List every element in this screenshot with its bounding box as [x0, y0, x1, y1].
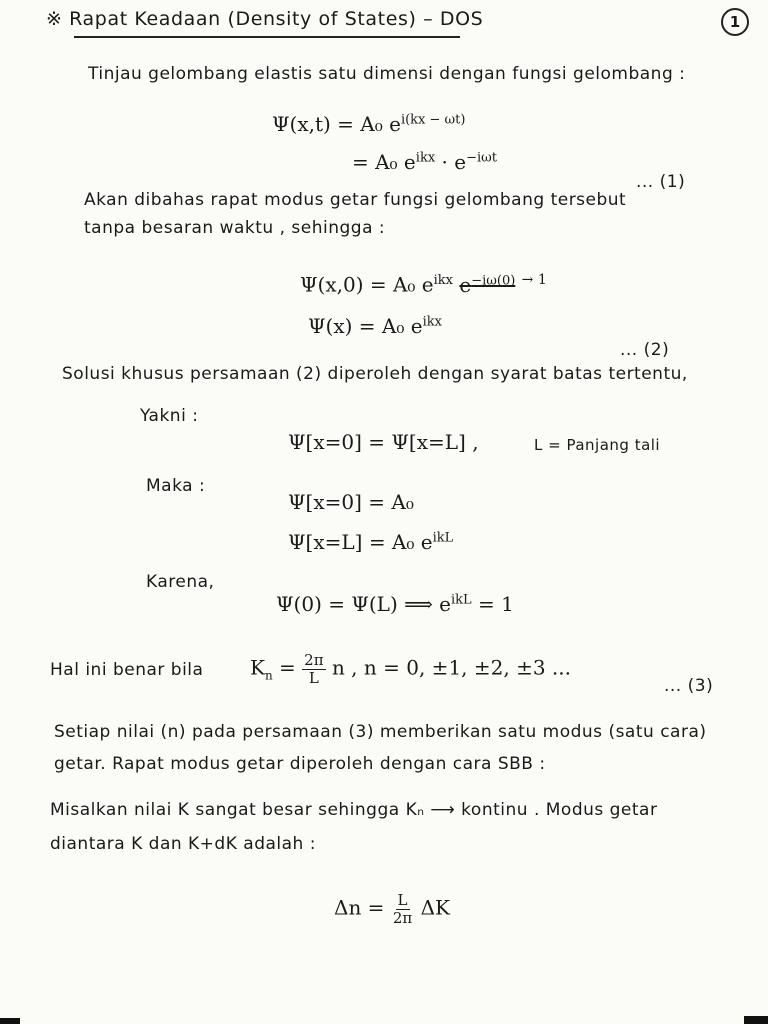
eq2a-struck-term: [459, 273, 515, 297]
equation-4a: Ψ[x=0] = A₀: [288, 490, 414, 514]
equation-2a: [300, 272, 547, 297]
eq6-denominator: L: [308, 668, 319, 687]
eq2b-main: Ψ(x) = A₀ e: [308, 314, 423, 338]
paragraph-4-line-1: Setiap nilai (n) pada persamaan (3) memberikan satu modus (satu cara): [54, 722, 707, 742]
eq1b-dot: · e: [441, 150, 467, 174]
paragraph-5-line-2: diantara K dan K+dK adalah :: [50, 834, 316, 854]
equation-1b: [352, 150, 497, 174]
scan-edge-shadow-right: [744, 1016, 768, 1024]
equation-1a: [272, 112, 465, 136]
equation-ref-1: ... (1): [636, 172, 686, 192]
eq6-k: K: [250, 655, 265, 680]
eq1a-main: Ψ(x,t) = A₀ e: [272, 112, 401, 136]
paragraph-2-line-2: tanpa besaran waktu , sehingga :: [84, 218, 386, 238]
eq7-left: Δn =: [334, 895, 385, 920]
eq4b-main: Ψ[x=L] = A₀ e: [288, 530, 433, 554]
eq5-exponent: ikL: [451, 592, 472, 608]
maka-label: Maka :: [146, 476, 206, 496]
intro-text: Tinjau gelombang elastis satu dimensi dengan fungsi gelombang :: [88, 64, 686, 84]
eq5-end: = 1: [478, 592, 514, 616]
eq1a-exponent: i(kx − ωt): [400, 112, 466, 128]
paragraph-4-line-2: getar. Rapat modus getar diperoleh dengan cara SBB :: [54, 754, 546, 774]
hal-ini-text: Hal ini benar bila: [50, 660, 204, 680]
eq2a-arrow-to-one: → 1: [521, 272, 547, 288]
equation-6: [250, 652, 571, 686]
eq7-denominator: 2π: [392, 908, 413, 927]
paragraph-5-line-1: Misalkan nilai K sangat besar sehingga Kₙ ⟶ kontinu . Modus getar: [50, 800, 658, 820]
eq1b-exponent-2: −iωt: [466, 150, 497, 166]
paragraph-3-line-2: Yakni :: [140, 406, 199, 426]
equation-3-note: L = Panjang tali: [534, 436, 661, 454]
eq4b-exponent: ikL: [432, 530, 454, 546]
eq6-rest: n , n = 0, ±1, ±2, ±3 ...: [331, 655, 571, 680]
eq6-equals: =: [279, 655, 296, 680]
eq2b-exponent: ikx: [422, 314, 442, 330]
eq6-subscript: n: [264, 668, 273, 683]
eq6-fraction: [302, 652, 325, 686]
eq2a-struck-exponent: −iω(0): [471, 273, 516, 288]
eq2a-main: Ψ(x,0) = A₀ e: [300, 272, 434, 297]
eq5-main: Ψ(0) = Ψ(L) ⟹ e: [276, 592, 451, 616]
eq1b-exponent-1: ikx: [415, 150, 436, 166]
eq1b-main: = A₀ e: [352, 150, 416, 174]
equation-ref-3: ... (3): [664, 676, 714, 696]
eq7-fraction: [391, 892, 414, 926]
eq6-numerator: 2π: [304, 651, 324, 669]
page-number-badge: [721, 8, 749, 36]
eq7-numerator: L: [397, 891, 408, 909]
page-title: ※ Rapat Keadaan (Density of States) – DOS: [46, 8, 484, 30]
eq2a-exponent: ikx: [433, 273, 454, 288]
title-underline: [74, 36, 460, 38]
page-number: 1: [729, 13, 741, 31]
equation-4b: [288, 530, 453, 554]
paragraph-2-line-1: Akan dibahas rapat modus getar fungsi gelombang tersebut: [84, 190, 627, 210]
equation-3: Ψ[x=0] = Ψ[x=L] ,: [288, 430, 479, 454]
eq2a-struck-base: e: [459, 272, 472, 297]
equation-7: [334, 892, 450, 926]
equation-5: [276, 592, 514, 616]
equation-ref-2: ... (2): [620, 340, 670, 360]
equation-2b: [308, 314, 442, 338]
eq7-right: ΔK: [420, 895, 450, 920]
paragraph-3-line-1: Solusi khusus persamaan (2) diperoleh dengan syarat batas tertentu,: [62, 364, 688, 384]
karena-label: Karena,: [146, 572, 215, 592]
scan-edge-shadow-left: [0, 1018, 20, 1024]
